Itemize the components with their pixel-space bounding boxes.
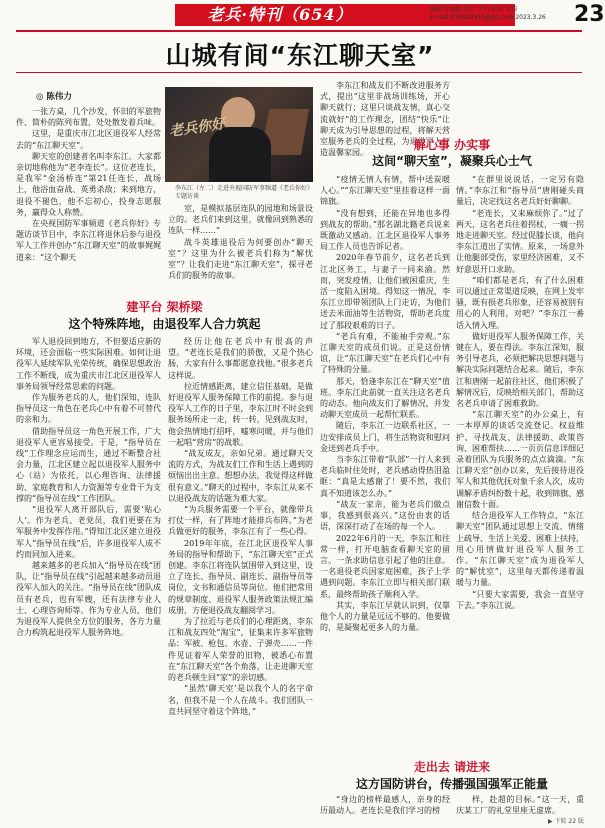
column-4-top	[456, 80, 584, 136]
editor-info	[430, 6, 570, 22]
paragraph: “老兵有难，不能袖手旁观。”东江聊天室的成员们说。正是这份情谊，让“东江聊天室”在老兵们心中有了特殊的分量。	[320, 331, 450, 375]
paragraph: “战友成友，亲如兄弟。通过聊天交流的方式，为战友们工作和生活上遇到的烦恼出出主意、想想办法，我觉得这样做很有意义。”聊天的过程中，李东江从来不以退役战友的话题为难大家。	[168, 449, 313, 503]
section-1-heading: 建平台 架桥梁	[126, 300, 203, 314]
paragraph: “虽然‘聊天室’是以我个人的名字命名，但我不是一个人在战斗。我们团队一直共同坚守着这个阵地，”	[168, 684, 313, 716]
section-3-subheading: 这方国防讲台，传播强国强军正能量	[355, 777, 548, 791]
title-rule	[16, 72, 582, 73]
body-column-4	[456, 174, 584, 749]
paragraph: 越来越多的老兵加入“指导员在线”团队，让“指导员在线”引起越来越多动员退役军人加入的关注。“指导员在线”团队成员有老兵，也有军嫂，还有法律专业人士、心理咨询师等。作为专业人员，他们为退役军人提供全方位的服务，各方力量合力构筑起退役军人服务阵地。	[16, 561, 161, 638]
program-logo: 老兵你好	[168, 116, 226, 140]
section-2-heading: 解心事 办实事	[413, 138, 491, 152]
paragraph: 2019年年底，在江北区退役军人事务局的指导和帮助下，“东江聊天室”正式创建。李东江将连队氛围带入到这里，设立了连长、指导员、副连长、副指导员等岗位，文书和通信员等岗位。他们把常用的规章制度、退役军人服务政策法规汇编成册，方便退役战友翻阅学习。	[168, 538, 313, 615]
paragraph: 做好退役军人服务保障工作，关键在人，要在得法。李东江深知，服务引导老兵，必须把解决思想问题与解决实际问题结合起来。随后，李东江和唐刚一起前往社区，他们积极了解情况后，反映给相关部门，帮助这名老兵申请了困难救助。	[456, 331, 584, 409]
paragraph: “疫情无情人有情，帮中送炭暖人心。”“东江聊天室”里挂着这样一面锦旗。	[320, 175, 450, 207]
paragraph: 2020年春节前夕，这名老兵到江北区务工，与妻子一同来渝。然而，突发疫情，让他们被困重庆，生活一度陷入困境。得知这一情况，李东江立即带领团队上门走访，为他们送去米面油等生活物资，帮助老兵度过了那段艰难的日子。	[320, 253, 450, 330]
column-4-bottom	[456, 794, 584, 816]
paragraph: “退役军人离开部队后，需要‘贴心人’。作为老兵、老党员，我们更要在为军服务中发挥作用。”得知江北区建立退役军人“指导员在线”后，许多退役军人成不约而同加入进来。	[16, 505, 161, 559]
paragraph: 经历让他在老兵中有很高的声望。“老连长是我们的骄傲，又是个热心肠，大家有什么事都愿意找他。”很多老兵这样说。	[168, 337, 313, 380]
email-date-line: e-mail:836902919@qq.com 2023.3.26	[430, 14, 546, 21]
byline: ◎ 陈伟力	[36, 92, 72, 102]
intro-column	[16, 106, 161, 324]
paragraph: “战友一家亲，能为老兵们做点事，我感到很高兴。”这份由衷的话语，深深打动了在场的每一个人。	[320, 499, 450, 532]
paragraph: 一张方桌，几个沙发，怀旧的军旅物件、简朴的陈列布置，处处散发着兵味。	[16, 107, 161, 128]
paragraph: 聊天室的创建者名叫李东江。大家都亲切地称他为“老李连长”。这位老连长，是我军“金汤桥连”第21任连长，战场上，他浴血奋战、英勇杀敌；来到地方，退役不褪色，他不忘初心，投身志愿服务，赢得众人称赞。	[16, 151, 161, 217]
paragraph: “只要大家需要，我会一直坚守下去。”李东江说。	[456, 589, 584, 610]
page-number: 23	[574, 2, 605, 27]
section-2-subheading: 这间“聊天室”，凝聚兵心士气	[372, 154, 532, 168]
banner-title: 老兵·特刊（654）	[207, 5, 353, 24]
paragraph: 作为服务老兵的人，他们深知，连队指导员这一角色在老兵心中有着不可替代的亲和力。	[16, 393, 161, 425]
paragraph: 在央视国防军事频道《老兵你好》专题访谈节目中，李东江将退休后参与退役军人工作并创办“东江聊天室”的故事娓娓道来：“这个聊天	[16, 219, 161, 262]
paragraph: 结合退役军人工作特点，“东江聊天室”团队通过思想上交流、情绪上疏导、生活上关爱、困难上扶持，用心用情做好退役军人服务工作。“东江聊天室”成为退役军人的“解忧室”，这里每天都传递着温暖与力量。	[456, 511, 584, 588]
paragraph: “为兵服务需要一个平台，就像带兵打仗一样，有了阵地才能排兵布阵。”为老兵做更好的服务，李东江有了一些心得。	[168, 505, 313, 537]
paragraph: “身边的榜样最感人，亲身的经历最动人。老连长是我们学习的榜	[320, 795, 450, 816]
paragraph: 2022年6月的一天，李东江和往常一样，打开电脑查看聊天室的留言。一条求助信息引起了他的注意。一名退役老兵因家庭困难，孩子上学遇到问题。李东江立即与相关部门联系，最终帮助孩子顺利入学。	[320, 533, 450, 599]
paragraph: 样，赴超的目标。”这一天，重庆某工厂的礼堂里座无虚席。	[456, 795, 584, 816]
paragraph: 借助指导员这一角色开展工作，广大退役军人更容易接受。于是，“指导员在线”工作理念应运而生，通过不断整合社会力量，江北区建立起以退役军人服务中心（站）为依托，以心理咨询、法律援助、家庭教育和人力资源等专业骨干为支撑的“指导员在线”工作团队。	[16, 426, 161, 503]
paragraph: 战斗英雄退役后为何要创办“聊天室”？这里为什么被老兵们称为“解忧室”？让我们走进“东江聊天室”，探寻老兵们的服务的故事。	[168, 237, 313, 281]
column-3-bottom	[320, 794, 450, 816]
paragraph: 这里，是重庆市江北区退役军人经常去的“东江聊天室”。	[16, 129, 161, 150]
column-3-top	[320, 80, 450, 158]
intro-column-2	[168, 203, 313, 283]
paragraph: 李东江和战友们不断改进服务方式，提出“这里非战场训练场，开心聊天就行；这里只谈战友情，真心交流就好”的工作理念，团结“快乐”让聊天成为引导思想的过程，将解天营室服务老兵的全过程，为退役军人打造温馨家园。	[320, 81, 450, 158]
editor-line: 编辑 涂丽霞 设计 罗巧 校对 晃涛	[430, 6, 518, 13]
paragraph: “东江聊天室”的办公桌上，有一本厚厚的谈话交流登记。权益维护、寻找战友、法律援助、政策咨询、困难帮扶……一页页信息详细记录着团队为兵服务的点点滴滴。“东江聊天室”创办以来，先后接待退役军人和其他优抚对象千余人次，成功调解矛盾纠纷数十起，收到锦旗、感谢信数十面。	[456, 410, 584, 509]
paragraph: 室，是模拟基层连队的园地和场景设立的。老兵们来到这里，就像回到熟悉的连队一样……”	[168, 204, 313, 236]
paragraph: 其实，李东江早就认识到，仅靠他个人的力量是远远不够的。他要做的，是凝聚起更多人的力量。	[320, 600, 450, 633]
body-column-1	[16, 336, 161, 812]
article-title: 山城有间“东江聊天室”	[165, 41, 435, 70]
paragraph: 为了拉近与老兵们的心理距离，李东江和战友四处“淘宝”，征集来许多军旅物品：军被、枪包、水壶、子弹壳……一件件见证着军人荣誉的旧物，被悉心布置在“东江聊天室”各个角落，让走进聊天室的老兵顿生回“家”的亲切感。	[168, 617, 313, 683]
paragraph: 当李东江带着“队部”一行人来到老兵临时住处时，老兵感动得热泪盈眶：“真是太感谢了！要不然，我们真不知道该怎么办。”	[320, 455, 450, 498]
paragraph: “咱们都是老兵，有了什么困难可以通过正常渠道反映，在网上发牢骚，既有损老兵形象，还容易被别有用心的人利用，对吧？”李东江一番话入情入理。	[456, 275, 584, 330]
paragraph: “没有想到，还能在异地也多得到战友的帮助。”那名湖北籍老兵说来既激动又感动。江北区退役军人事务局工作人员也告诉记者。	[320, 208, 450, 252]
paragraph: 拉近情感距离，建立信任基础，是做好退役军人服务保障工作的前提。参与退役军人工作的日子里，李东江时不时会到服务场所走一走，转一转，见到战友时，他会热情地打招呼，嘘寒问暖，并与他们一起唱“营房”的战歌。	[168, 381, 313, 447]
section-3-heading: 走出去 请进来	[413, 760, 491, 774]
paragraph: “在群里说说话，一定另有隐情。”李东江和“指导员”唐刚碰头商量后，决定找这名老兵好好聊聊。	[456, 175, 584, 207]
header-rule	[16, 30, 582, 32]
body-column-3	[320, 174, 450, 749]
continued-note: ▶ 下转 22 版	[548, 818, 584, 825]
paragraph: 军人退役回到地方，不但要适应新的环境，还会面临一些实际困难。如何让退役军人延续军队光荣传统，确保思想政治工作不断线，成为重庆市江北区退役军人事务局领导经常思索的问题。	[16, 337, 161, 391]
paragraph: 那天，恰逢李东江在“聊天室”值班。李东江此前就一直关注这名老兵的动态。他向战友们了解情况，并发动聊天室成员一起帮忙联系。	[320, 376, 450, 420]
paragraph: “老连长，又来麻烦你了。”过了两天，这名老兵往着拐杖，一瘸一拐地走进聊天室。经过促膝长谈，他向李东江道出了实情。原来，一场意外让他腿部受伤，家里经济困难，又不好意思开口求助。	[456, 208, 584, 274]
section-1-subheading: 这个特殊阵地，由退役军人合力筑起	[68, 317, 261, 331]
interview-photo	[165, 87, 313, 182]
photo-caption: 李东江（左二）走进央视国防军事频道《老兵你好》专题访谈	[175, 185, 314, 200]
body-column-2	[168, 336, 313, 812]
paragraph: 随后，李东江一边联系社区，一边安排成员上门，将生活物资和慰问金送到老兵手中。	[320, 421, 450, 453]
page-header	[0, 0, 605, 32]
